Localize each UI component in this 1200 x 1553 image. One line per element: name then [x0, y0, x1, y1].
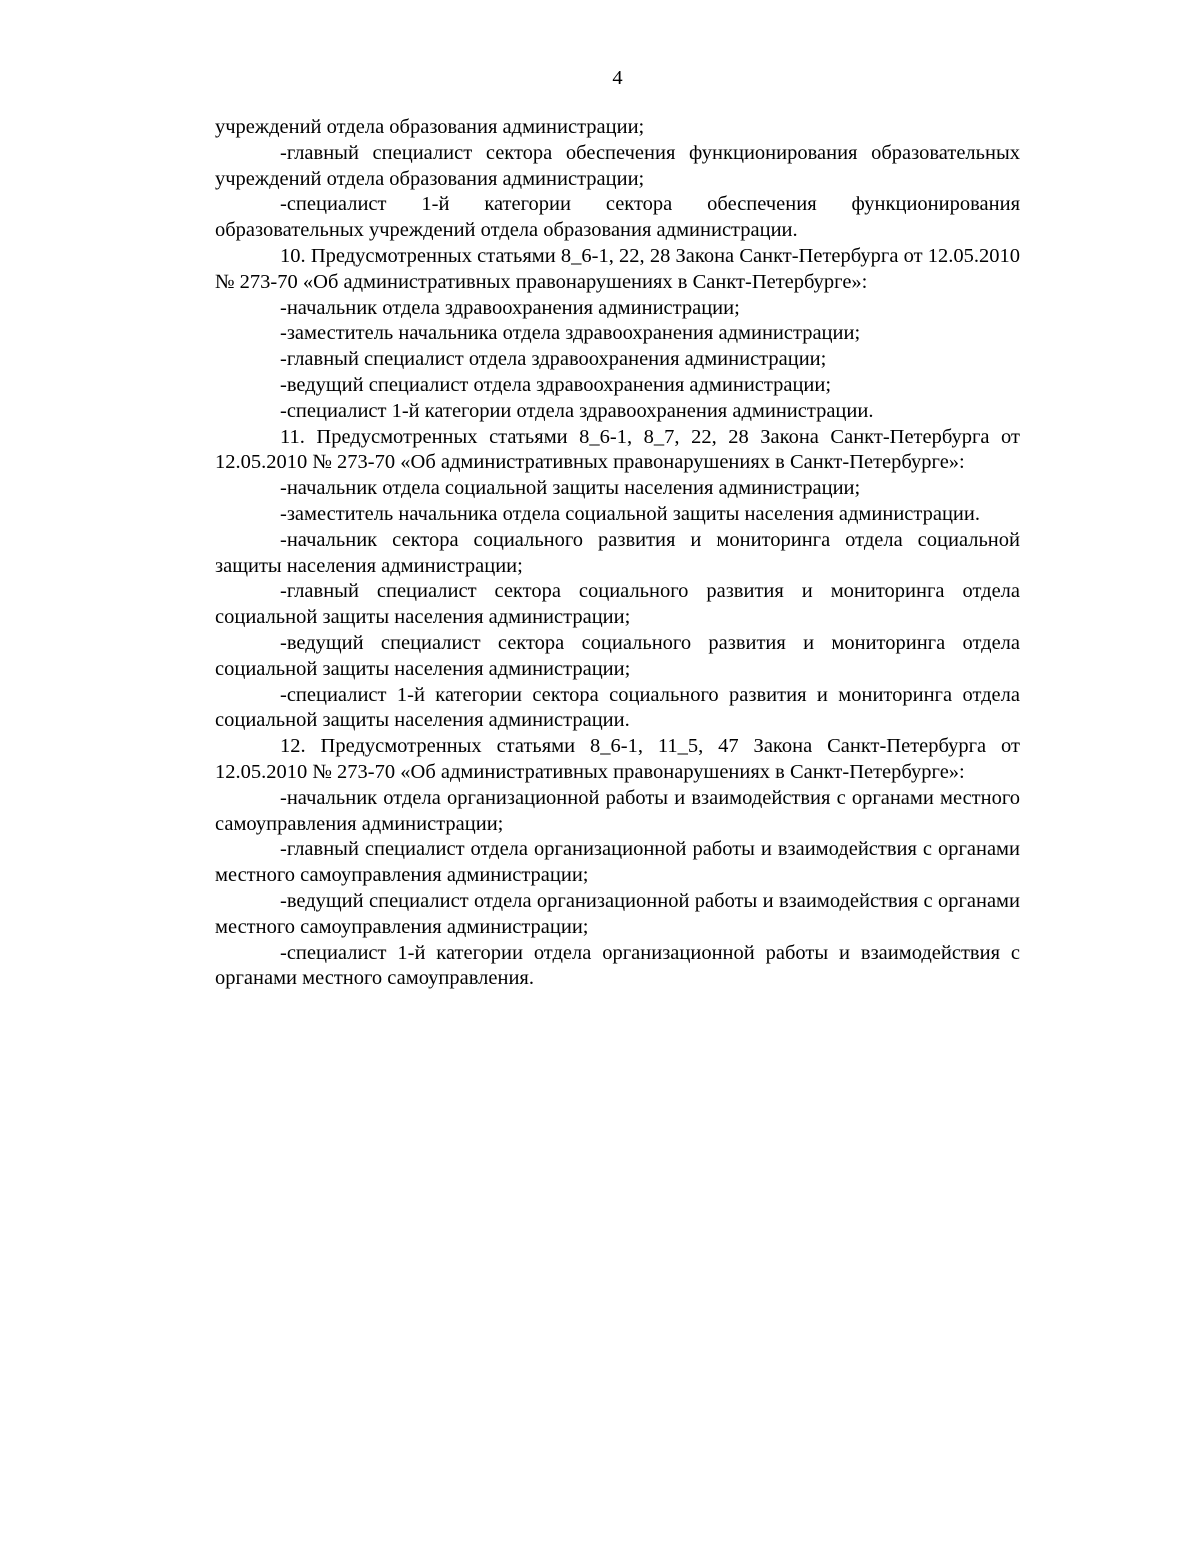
- list-item: -главный специалист сектора социального развития и мониторинга отдела социальной защиты населения администрации;: [215, 580, 1020, 629]
- paragraph: учреждений отдела образования администрации;: [215, 116, 645, 138]
- section-heading-10: 10. Предусмотренных статьями 8_6-1, 22, 28 Закона Санкт-Петербурга от 12.05.2010 № 273-70 «Об административных правонарушениях в Санкт-Петербурге»:: [215, 244, 1020, 293]
- section-heading-12: 12. Предусмотренных статьями 8_6-1, 11_5, 47 Закона Санкт-Петербурга от 12.05.2010 № 273-70 «Об административных правонарушениях в Санкт-Петербурге»:: [215, 735, 1020, 783]
- list-item: -специалист 1-й категории сектора обеспечения функционирования образовательных учреждений отдела образования администрации.: [215, 193, 1020, 242]
- list-item: -главный специалист отдела организационной работы и взаимодействия с органами местного самоуправления администрации;: [215, 838, 1020, 887]
- list-item: -начальник отдела социальной защиты населения администрации;: [280, 477, 861, 500]
- list-item: -заместитель начальника отдела здравоохранения администрации;: [280, 322, 861, 345]
- list-item: -начальник отдела организационной работы и взаимодействия с органами местного самоуправления администрации;: [215, 786, 1020, 835]
- page-number: 4: [612, 67, 623, 89]
- document-body: [215, 115, 1020, 992]
- list-item: -специалист 1-й категории отдела здравоохранения администрации.: [280, 399, 874, 422]
- list-item: -начальник сектора социального развития и мониторинга отдела социальной защиты населения администрации;: [215, 528, 1020, 577]
- list-item: -главный специалист сектора обеспечения функционирования образовательных учреждений отдела образования администрации;: [215, 141, 1020, 190]
- list-item: -начальник отдела здравоохранения администрации;: [280, 296, 740, 319]
- section-heading-11: 11. Предусмотренных статьями 8_6-1, 8_7, 22, 28 Закона Санкт-Петербурга от 12.05.2010 № 273-70 «Об административных правонарушениях в Санкт-Петербурге»:: [215, 425, 1020, 474]
- list-item: -ведущий специалист отдела здравоохранения администрации;: [280, 373, 832, 396]
- list-item: -ведущий специалист сектора социального развития и мониторинга отдела социальной защиты населения администрации;: [215, 631, 1020, 680]
- list-item: -заместитель начальника отдела социальной защиты населения администрации.: [280, 502, 981, 525]
- list-item: -главный специалист отдела здравоохранения администрации;: [280, 348, 827, 371]
- list-item: -специалист 1-й категории отдела организационной работы и взаимодействия с органами местного самоуправления.: [215, 941, 1020, 990]
- list-item: -специалист 1-й категории сектора социального развития и мониторинга отдела социальной защиты населения администрации.: [215, 683, 1020, 732]
- list-item: -ведущий специалист отдела организационной работы и взаимодействия с органами местного самоуправления администрации;: [215, 889, 1020, 938]
